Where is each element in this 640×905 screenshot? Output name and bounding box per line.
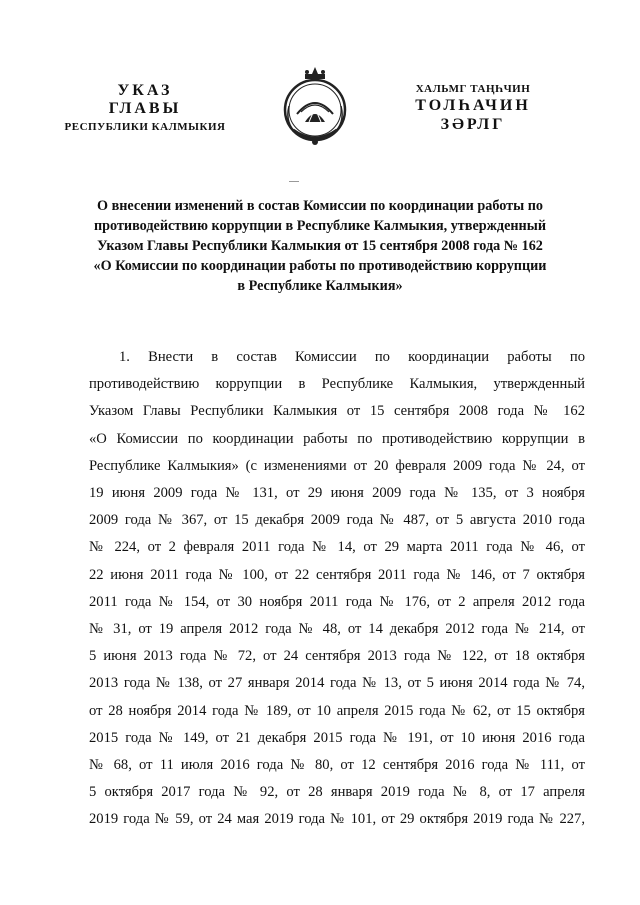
head-label-ru: ГЛАВЫ	[108, 100, 182, 117]
title-line: в Республике Калмыкия»	[237, 278, 403, 294]
body-line: 19 июня 2009 года № 131, от 29 июня 2009 года № 135, от 3 ноября	[89, 485, 585, 502]
header-left-block	[60, 82, 230, 134]
body-line: противодействию коррупции в Республике Калмыкия, утвержденный	[89, 376, 585, 393]
title-line: «О Комиссии по координации работы по противодействию коррупции	[93, 258, 547, 274]
body-line: № 68, от 11 июля 2016 года № 80, от 12 сентября 2016 года № 111, от	[89, 757, 585, 774]
body-line: Республике Калмыкия» (с изменениями от 20 февраля 2009 года № 24, от	[89, 457, 585, 474]
title-line: противодействию коррупции в Республике Калмыкия, утвержденный	[93, 218, 546, 234]
body-line: 2019 года № 59, от 24 мая 2019 года № 101, от 29 октября 2019 года № 227,	[89, 811, 585, 828]
head-label-kalmyk: ТОЛҺАЧИН	[415, 97, 531, 114]
body-line: от 28 ноября 2014 года № 189, от 10 апреля 2015 года № 62, от 15 октября	[89, 702, 585, 719]
body-line: 2011 года № 154, от 30 ноября 2011 года № 176, от 2 апреля 2012 года	[89, 593, 585, 610]
separator-mark	[289, 181, 299, 182]
body-line: 1. Внести в состав Комиссии по координации работы по	[119, 349, 585, 365]
republic-label-kalmyk: ХАЛЬМГ ТАҢҺЧИН	[415, 83, 531, 95]
body-line: № 31, от 19 апреля 2012 года № 48, от 14 декабря 2012 года № 214, от	[89, 621, 585, 638]
document-body	[89, 344, 585, 834]
document-title	[78, 196, 562, 296]
title-line: О внесении изменений в состав Комиссии по координации работы по	[96, 198, 544, 214]
title-line: Указом Главы Республики Калмыкия от 15 сентября 2008 года № 162	[97, 238, 543, 254]
body-line: 5 июня 2013 года № 72, от 24 сентября 2013 года № 122, от 18 октября	[89, 648, 585, 665]
republic-label-ru: РЕСПУБЛИКИ КАЛМЫКИЯ	[64, 121, 226, 133]
body-line: № 224, от 2 февраля 2011 года № 14, от 29 марта 2011 года № 46, от	[89, 539, 585, 556]
body-line: 22 июня 2011 года № 100, от 22 сентября 2011 года № 146, от 7 октября	[89, 566, 585, 583]
body-line: 2013 года № 138, от 27 января 2014 года № 13, от 5 июня 2014 года № 74,	[89, 675, 585, 692]
coat-of-arms-icon	[275, 62, 355, 152]
body-line: 5 октября 2017 года № 92, от 28 января 2019 года № 8, от 17 апреля	[89, 784, 585, 801]
body-line: «О Комиссии по координации работы по противодействию коррупции в	[89, 430, 585, 447]
body-line: 2009 года № 367, от 15 декабря 2009 года № 487, от 5 августа 2010 года	[89, 512, 585, 529]
decree-label-ru: УКАЗ	[117, 82, 173, 99]
decree-label-kalmyk: ЗӘРЛГ	[440, 116, 506, 133]
header-right-block	[388, 82, 558, 134]
body-line: 2015 года № 149, от 21 декабря 2015 года № 191, от 10 июня 2016 года	[89, 729, 585, 746]
body-line: Указом Главы Республики Калмыкия от 15 сентября 2008 года № 162	[89, 403, 585, 420]
